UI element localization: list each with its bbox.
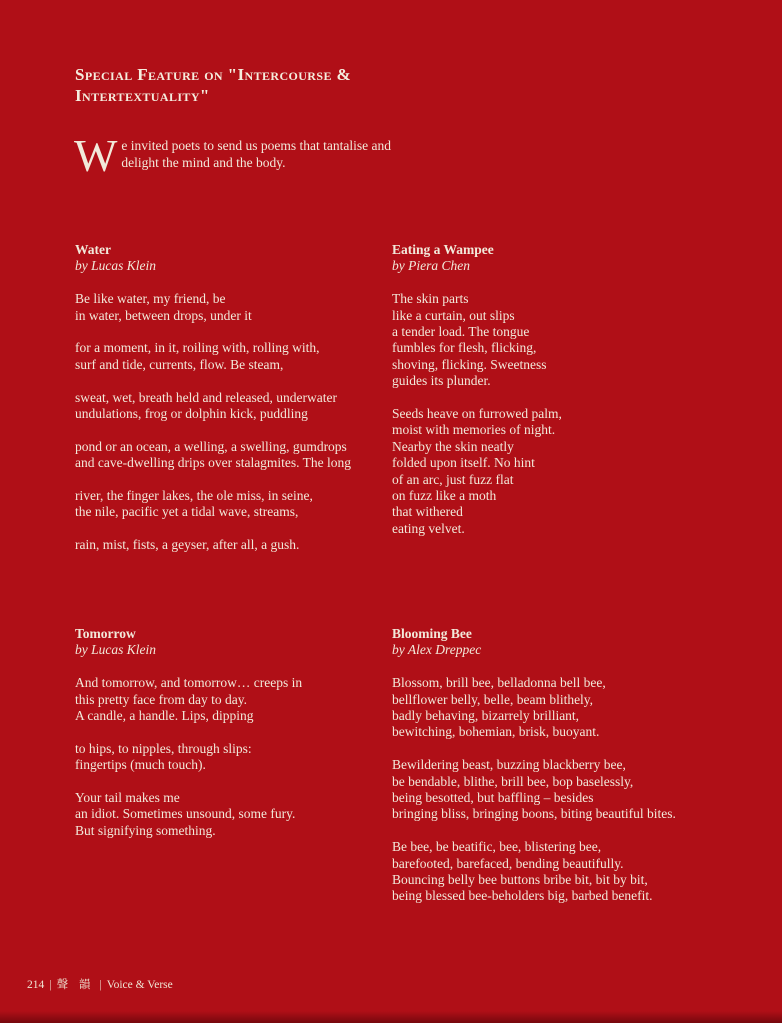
intro-line1: e invited poets to send us poems that tantalise and xyxy=(121,138,391,153)
poem-line: a tender load. The tongue xyxy=(392,324,530,340)
stanza xyxy=(75,439,351,472)
poem-line: and cave-dwelling drips over stalagmites. The long xyxy=(75,455,352,471)
poem-line: on fuzz like a moth xyxy=(392,488,497,504)
intro-lines xyxy=(121,137,391,171)
poem-line: bewitching, bohemian, brisk, buoyant. xyxy=(392,724,600,740)
stanza xyxy=(392,757,676,823)
poem-line: Seeds heave on furrowed palm, xyxy=(392,406,562,422)
poem-line: that withered xyxy=(392,504,463,520)
poem-line: fumbles for flesh, flicking, xyxy=(392,340,537,356)
feature-header xyxy=(75,64,351,106)
poem-line: river, the finger lakes, the ole miss, in seine, xyxy=(75,488,313,504)
poem-line: But signifying something. xyxy=(75,822,216,838)
poem-title: Tomorrow xyxy=(75,626,136,641)
stanza xyxy=(392,839,676,905)
poem-line: surf and tide, currents, flow. Be steam, xyxy=(75,356,284,372)
poem-title: Eating a Wampee xyxy=(392,242,494,257)
poem-line: Be bee, be beatific, bee, blistering bee, xyxy=(392,839,602,855)
poem-line: bellflower belly, belle, beam blithely, xyxy=(392,691,594,707)
intro-line2: delight the mind and the body. xyxy=(121,155,286,170)
poem-line: guides its plunder. xyxy=(392,373,491,389)
poem-blooming-bee xyxy=(392,626,676,921)
poem-line: Blossom, brill bee, belladonna bell bee, xyxy=(392,675,606,691)
poem-line: Your tail makes me xyxy=(75,790,180,806)
stanza xyxy=(75,537,351,553)
poem-byline: by Alex Dreppec xyxy=(392,642,482,658)
poem-title: Blooming Bee xyxy=(392,626,472,641)
poem-line: folded upon itself. No hint xyxy=(392,455,535,471)
poem-body xyxy=(75,675,302,839)
stanza xyxy=(75,488,351,521)
poem-line: A candle, a handle. Lips, dipping xyxy=(75,708,254,724)
poem-line: Be like water, my friend, be xyxy=(75,291,226,307)
poem-line: like a curtain, out slips xyxy=(392,307,515,323)
poem-body xyxy=(392,291,562,537)
poem-line: sweat, wet, breath held and released, underwater xyxy=(75,389,338,405)
feature-header-line1: Special Feature on "Intercourse & xyxy=(75,65,352,84)
poem-byline: by Piera Chen xyxy=(392,258,470,274)
journal-title-english: Voice & Verse xyxy=(106,979,173,991)
page-bottom-shadow xyxy=(0,1011,782,1023)
footer-separator: | xyxy=(49,979,52,991)
poem-body xyxy=(75,291,351,553)
poem-line: fingertips (much touch). xyxy=(75,757,206,773)
page-footer xyxy=(27,978,173,993)
page-number: 214 xyxy=(27,979,45,991)
poem-line: an idiot. Sometimes unsound, some fury. xyxy=(75,806,296,822)
poem-line: Bouncing belly bee buttons bribe bit, bit by bit, xyxy=(392,872,648,888)
dropcap: W xyxy=(74,130,117,181)
stanza xyxy=(392,291,562,389)
poem-line: rain, mist, fists, a geyser, after all, a gush. xyxy=(75,537,300,553)
stanza xyxy=(75,291,351,324)
poem-water xyxy=(75,242,351,570)
poem-line: to hips, to nipples, through slips: xyxy=(75,740,252,756)
poem-line: this pretty face from day to day. xyxy=(75,691,247,707)
poem-line: The skin parts xyxy=(392,291,469,307)
poem-line: Nearby the skin neatly xyxy=(392,438,514,454)
poem-line: And tomorrow, and tomorrow… creeps in xyxy=(75,675,303,691)
poem-line: being blessed bee-beholders big, barbed benefit. xyxy=(392,888,653,904)
poem-eating-a-wampee xyxy=(392,242,562,554)
poem-line: Bewildering beast, buzzing blackberry bee, xyxy=(392,757,626,773)
poem-line: shoving, flicking. Sweetness xyxy=(392,356,547,372)
stanza xyxy=(75,790,302,839)
poem-line: pond or an ocean, a welling, a swelling, gumdrops xyxy=(75,438,347,454)
poem-title: Water xyxy=(75,242,111,257)
poem-line: eating velvet. xyxy=(392,520,465,536)
poem-byline: by Lucas Klein xyxy=(75,642,156,658)
poem-line: of an arc, just fuzz flat xyxy=(392,471,514,487)
stanza xyxy=(75,741,302,774)
poem-body xyxy=(392,675,676,905)
stanza xyxy=(75,390,351,423)
poem-line: bringing bliss, bringing boons, biting beautiful bites. xyxy=(392,806,676,822)
poem-line: badly behaving, bizarrely brilliant, xyxy=(392,708,580,724)
stanza xyxy=(75,675,302,724)
poem-line: the nile, pacific yet a tidal wave, streams, xyxy=(75,504,299,520)
poem-line: barefooted, barefaced, bending beautifully. xyxy=(392,855,624,871)
journal-title-chinese: 聲 韻 xyxy=(56,979,95,991)
feature-header-line2: Intertextuality" xyxy=(75,86,210,105)
poem-line: being besotted, but baffling – besides xyxy=(392,790,594,806)
poem-line: undulations, frog or dolphin kick, puddling xyxy=(75,406,308,422)
poem-line: in water, between drops, under it xyxy=(75,307,252,323)
stanza xyxy=(392,406,562,537)
poem-tomorrow xyxy=(75,626,302,856)
footer-separator: | xyxy=(99,979,102,991)
poem-line: for a moment, in it, roiling with, rolling with, xyxy=(75,340,320,356)
intro-paragraph xyxy=(74,130,391,181)
poem-byline: by Lucas Klein xyxy=(75,258,156,274)
poem-line: be bendable, blithe, brill bee, bop baselessly, xyxy=(392,773,634,789)
stanza xyxy=(75,340,351,373)
poem-line: moist with memories of night. xyxy=(392,422,556,438)
stanza xyxy=(392,675,676,741)
